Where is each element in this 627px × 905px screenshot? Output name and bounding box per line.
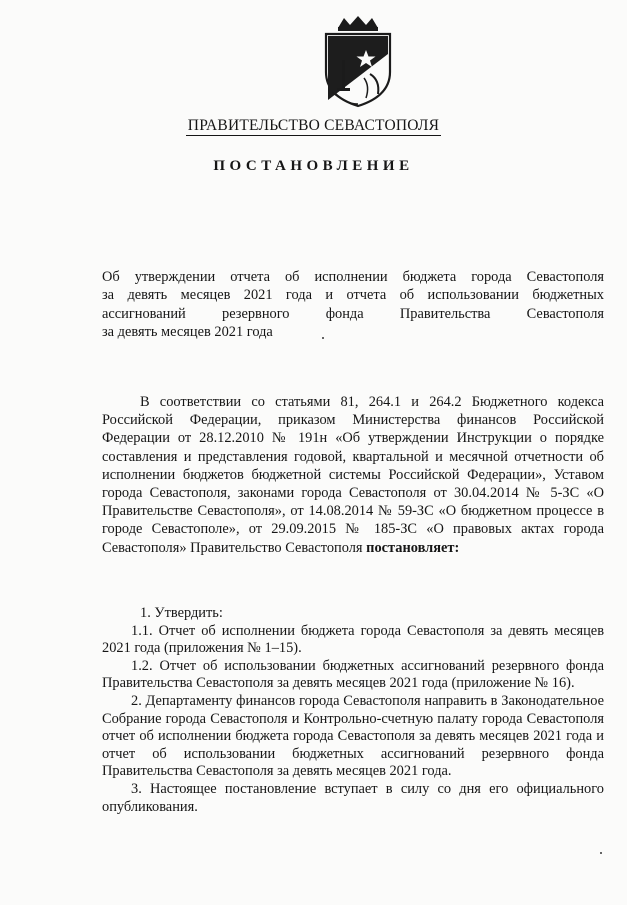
subject-line: ассигнований резервного фонда Правительства Севастополя bbox=[102, 305, 604, 322]
decree-item-2: 2. Департаменту финансов города Севастополя направить в Законодательное Собрание города Севастополя и Контрольно-счетную палату города Севастополя отчет об исполнении бюджета города Севастополя за девять месяцев 2021 года и отчет об использовании бюджетных ассигнований резервного фонда Правительства Севастополя за девять месяцев 2021 года. bbox=[102, 692, 604, 780]
subject-line: Об утверждении отчета об исполнении бюджета города Севастополя bbox=[102, 269, 604, 285]
document-subject bbox=[102, 268, 604, 342]
document-type-title: ПОСТАНОВЛЕНИЕ bbox=[213, 158, 414, 174]
issuing-authority bbox=[0, 117, 627, 135]
preamble-paragraph bbox=[102, 393, 604, 557]
subject-line: за девять месяцев 2021 года bbox=[102, 324, 273, 341]
coat-of-arms-icon bbox=[320, 14, 396, 110]
authority-text: ПРАВИТЕЛЬСТВО СЕВАСТОПОЛЯ bbox=[187, 117, 440, 134]
decree-item-3: 3. Настоящее постановление вступает в силу со дня его официального опубликования. bbox=[102, 780, 604, 815]
preamble-text: В соответствии со статьями 81, 264.1 и 264.2 Бюджетного кодекса Российской Федерации, приказом Министерства финансов Российской Федерации от 28.12.2010 № 191н «Об утверждении Инструкции о порядке составления и представления годовой, квартальной и месячной отчетности об исполнении бюджетов бюджетной системы Российской Федерации», Уставом города Севастополя, законами города Севастополя от 30.04.2014 № 5-ЗС «О Правительстве Севастополя», от 14.08.2014 № 59-ЗС «О бюджетном процессе в городе Севастополе», от 29.09.2015 № 185-ЗС «О правовых актах города Севастополя» Правительство Севастополя bbox=[102, 394, 604, 556]
decree-item-1-2: 1.2. Отчет об использовании бюджетных ассигнований резервного фонда Правительства Севастополя за девять месяцев 2021 года (приложение № 16). bbox=[102, 657, 604, 692]
decree-items bbox=[102, 605, 604, 816]
scan-speck bbox=[600, 852, 602, 854]
decree-verb: постановляет: bbox=[366, 539, 460, 556]
decree-item-1: 1. Утвердить: bbox=[140, 605, 223, 621]
scan-speck bbox=[322, 337, 324, 339]
decree-item-1-1: 1.1. Отчет об исполнении бюджета города Севастополя за девять месяцев 2021 года (приложения № 1–15). bbox=[102, 622, 604, 657]
subject-line: за девять месяцев 2021 года и отчета об использовании бюджетных bbox=[102, 287, 604, 304]
